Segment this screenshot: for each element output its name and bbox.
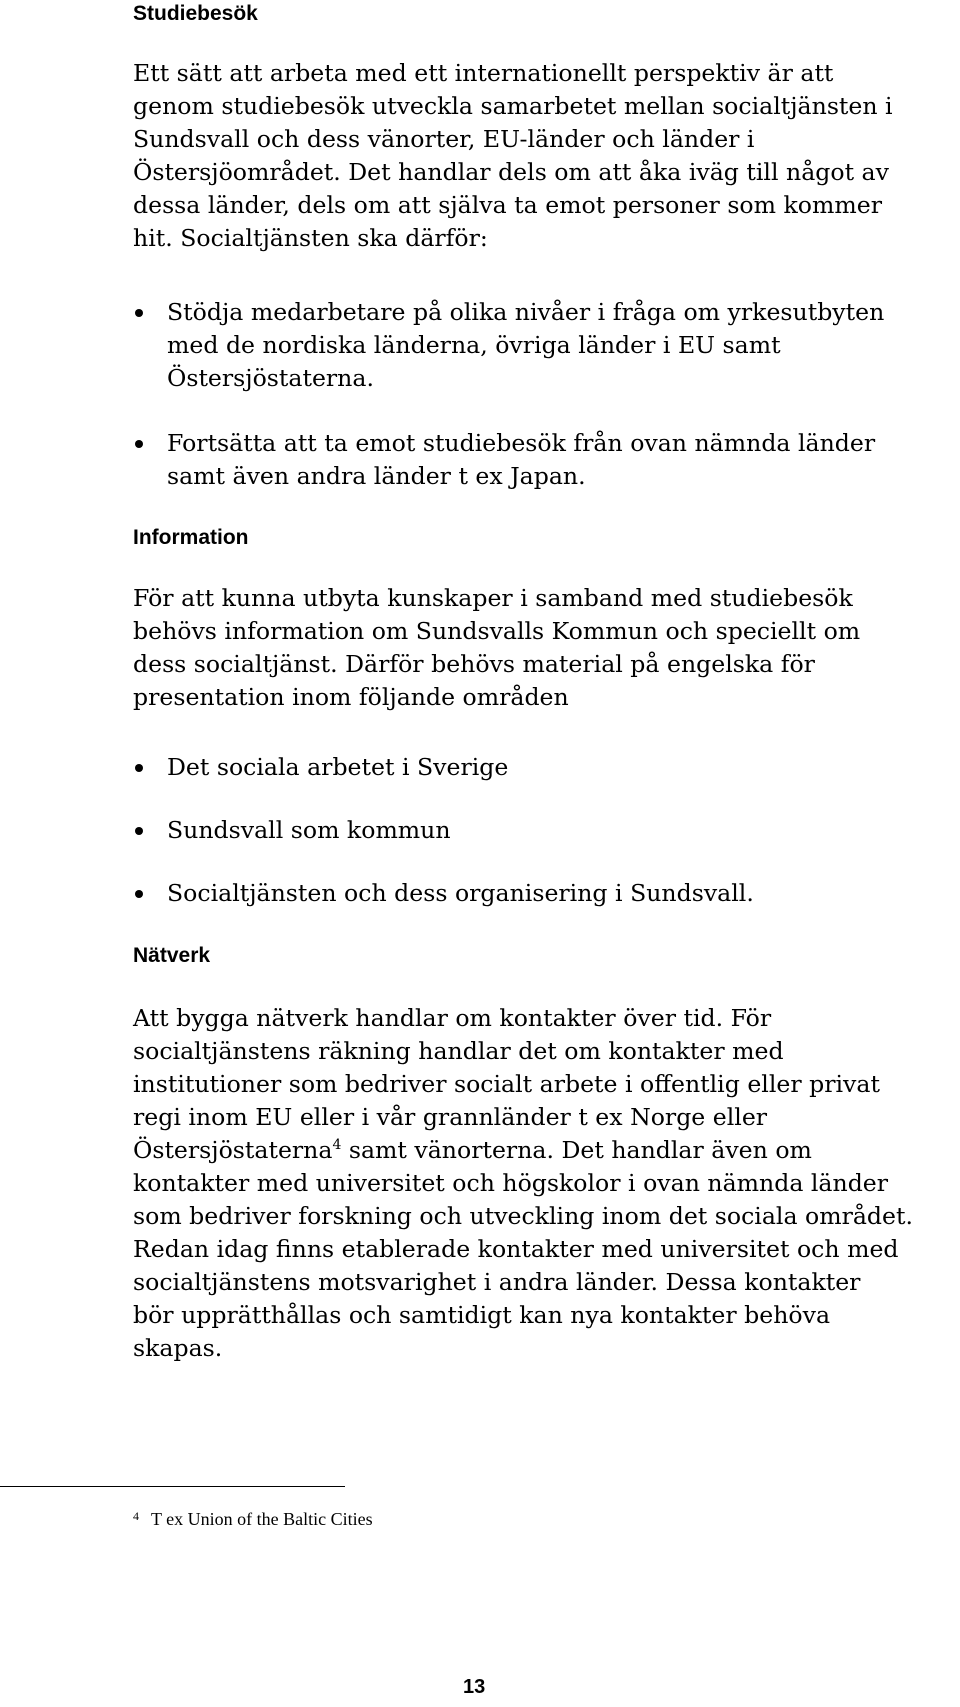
paragraph-line: [133, 1134, 960, 1167]
paragraph-line: Att bygga nätverk handlar om kontakter över tid. För: [133, 1004, 772, 1032]
heading-information: Information: [133, 526, 249, 549]
paragraph-line: regi inom EU eller i vår grannländer t ex Norge eller: [133, 1103, 768, 1131]
footnote-number: 4: [133, 1509, 139, 1523]
footnote-text: T ex Union of the Baltic Cities: [151, 1509, 373, 1529]
paragraph-line: dess socialtjänst. Därför behövs material på engelska för: [133, 650, 815, 678]
bullet-line: Sundsvall som kommun: [167, 816, 451, 844]
bullet-text: [167, 814, 960, 847]
paragraph-information: [133, 582, 960, 714]
page-number: 13: [463, 1676, 486, 1698]
footnote-reference: 4: [332, 1137, 342, 1153]
paragraph-line: socialtjänstens motsvarighet i andra länder. Dessa kontakter: [133, 1268, 861, 1296]
bullet-text: [167, 427, 960, 493]
paragraph-line: bör upprätthållas och samtidigt kan nya kontakter behöva: [133, 1301, 831, 1329]
bullet-line: Fortsätta att ta emot studiebesök från ovan nämnda länder: [167, 429, 876, 457]
paragraph-line: som bedriver forskning och utveckling inom det sociala området.: [133, 1202, 913, 1230]
bullet-icon: [135, 309, 143, 317]
paragraph-line: Ett sätt att arbeta med ett internationellt perspektiv är att: [133, 59, 834, 87]
paragraph-line: För att kunna utbyta kunskaper i samband med studiebesök: [133, 584, 853, 612]
bullet-text: [167, 751, 960, 784]
paragraph-line: skapas.: [133, 1334, 223, 1362]
bullet-line: med de nordiska länderna, övriga länder i EU samt: [167, 331, 781, 359]
bullet-icon: [135, 764, 143, 772]
bullet-line: samt även andra länder t ex Japan.: [167, 462, 586, 490]
footnote-divider: [0, 1486, 345, 1487]
bullet-icon: [135, 890, 143, 898]
bullet-line: Stödja medarbetare på olika nivåer i fråga om yrkesutbyten: [167, 298, 885, 326]
paragraph-line: socialtjänstens räkning handlar det om kontakter med: [133, 1037, 784, 1065]
bullet-text: [167, 296, 960, 395]
heading-natverk: Nätverk: [133, 944, 211, 967]
paragraph-line: hit. Socialtjänsten ska därför:: [133, 224, 488, 252]
paragraph-studiebesok: [133, 57, 960, 255]
paragraph-line: genom studiebesök utveckla samarbetet mellan socialtjänsten i: [133, 92, 893, 120]
ref-text-before: Östersjöstaterna: [133, 1136, 333, 1164]
ref-text-after: samt vänorterna. Det handlar även om: [341, 1136, 812, 1164]
bullet-line: Socialtjänsten och dess organisering i Sundsvall.: [167, 879, 754, 907]
bullet-icon: [135, 827, 143, 835]
paragraph-line: presentation inom följande områden: [133, 683, 569, 711]
paragraph-line: institutioner som bedriver socialt arbete i offentlig eller privat: [133, 1070, 880, 1098]
footnote: [133, 1505, 373, 1530]
bullet-line: Östersjöstaterna.: [167, 364, 374, 392]
bullet-text: [167, 877, 960, 910]
paragraph-natverk: [133, 1002, 960, 1365]
bullet-icon: [135, 440, 143, 448]
paragraph-line: Östersjöområdet. Det handlar dels om att åka iväg till något av: [133, 158, 889, 186]
paragraph-line: dessa länder, dels om att själva ta emot personer som kommer: [133, 191, 882, 219]
paragraph-line: kontakter med universitet och högskolor i ovan nämnda länder: [133, 1169, 889, 1197]
heading-studiebesok: Studiebesök: [133, 2, 258, 25]
paragraph-line: Sundsvall och dess vänorter, EU-länder och länder i: [133, 125, 755, 153]
paragraph-line: Redan idag finns etablerade kontakter med universitet och med: [133, 1235, 899, 1263]
bullet-line: Det sociala arbetet i Sverige: [167, 753, 509, 781]
paragraph-line: behövs information om Sundsvalls Kommun och speciellt om: [133, 617, 861, 645]
